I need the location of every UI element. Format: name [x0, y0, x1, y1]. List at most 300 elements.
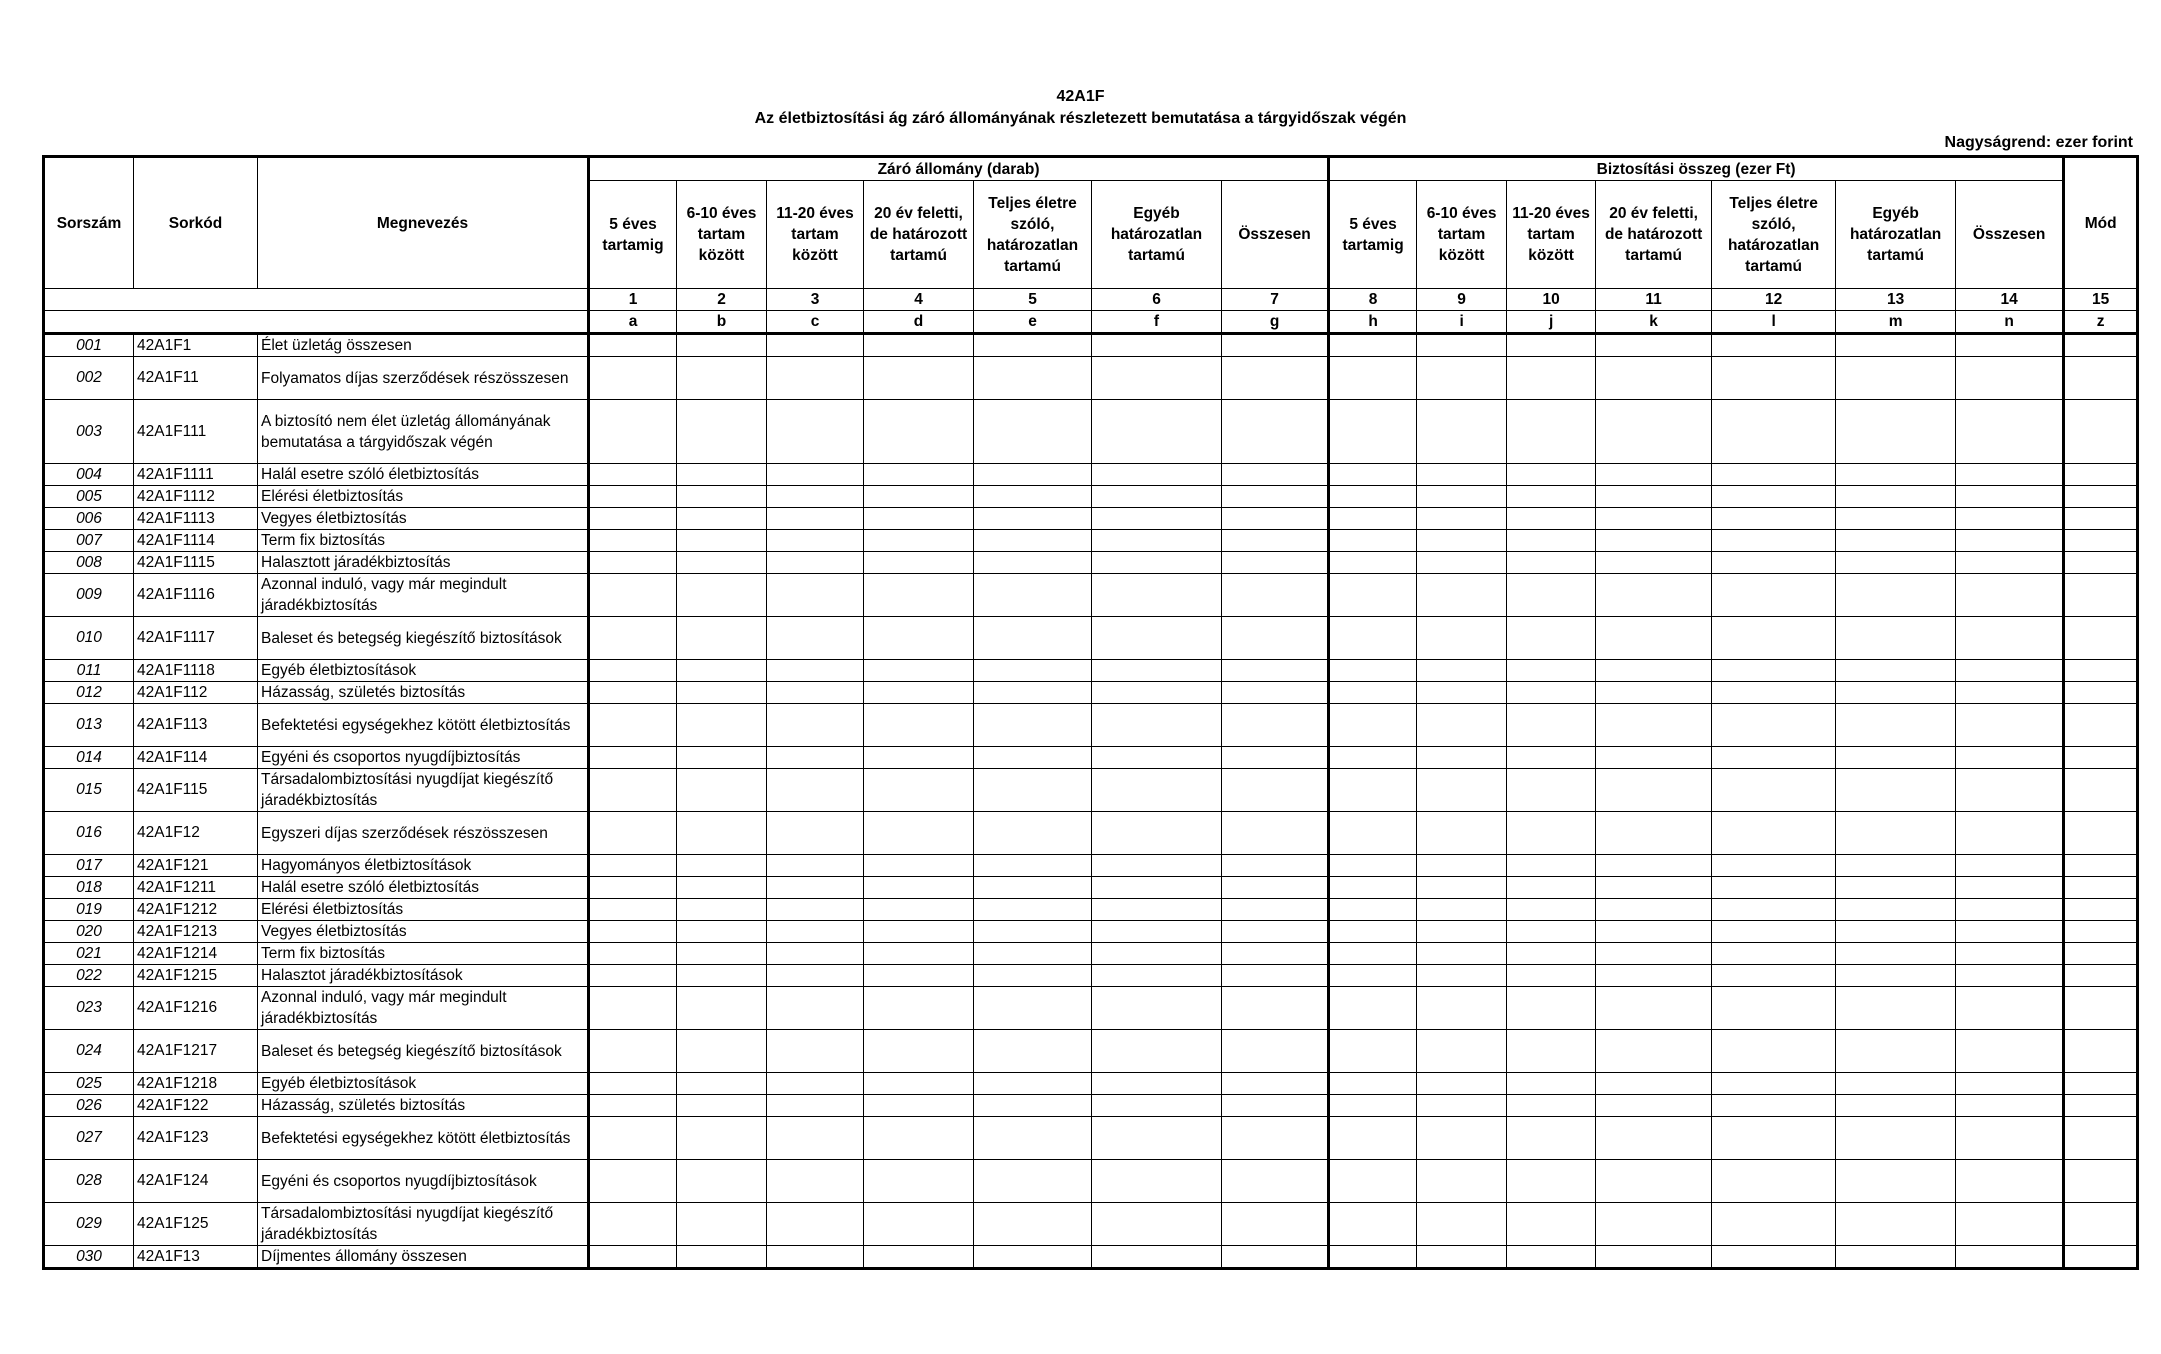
data-cell[interactable]: [1596, 1095, 1712, 1117]
data-cell[interactable]: [864, 464, 974, 486]
data-cell[interactable]: [864, 617, 974, 660]
data-cell[interactable]: [1836, 400, 1956, 464]
data-cell[interactable]: [677, 1095, 767, 1117]
data-cell[interactable]: [1222, 877, 1329, 899]
data-cell[interactable]: [677, 965, 767, 987]
data-cell[interactable]: [1956, 1160, 2064, 1203]
data-cell[interactable]: [1092, 943, 1222, 965]
data-cell[interactable]: [1836, 1117, 1956, 1160]
data-cell[interactable]: [1417, 617, 1507, 660]
data-cell[interactable]: [1329, 1117, 1417, 1160]
data-cell[interactable]: [1417, 921, 1507, 943]
data-cell[interactable]: [1596, 812, 1712, 855]
data-cell[interactable]: [1836, 1160, 1956, 1203]
data-cell[interactable]: [1329, 899, 1417, 921]
data-cell[interactable]: [767, 747, 864, 769]
data-cell[interactable]: [1507, 357, 1596, 400]
data-cell[interactable]: [767, 530, 864, 552]
data-cell[interactable]: [1712, 1095, 1836, 1117]
data-cell[interactable]: [1956, 921, 2064, 943]
data-cell[interactable]: [2064, 1030, 2138, 1073]
data-cell[interactable]: [1956, 357, 2064, 400]
data-cell[interactable]: [1836, 812, 1956, 855]
data-cell[interactable]: [1956, 1095, 2064, 1117]
data-cell[interactable]: [2064, 812, 2138, 855]
data-cell[interactable]: [1507, 1117, 1596, 1160]
data-cell[interactable]: [1329, 617, 1417, 660]
data-cell[interactable]: [1092, 812, 1222, 855]
data-cell[interactable]: [1956, 1073, 2064, 1095]
data-cell[interactable]: [1417, 812, 1507, 855]
data-cell[interactable]: [1596, 1030, 1712, 1073]
data-cell[interactable]: [767, 987, 864, 1030]
data-cell[interactable]: [864, 1095, 974, 1117]
data-cell[interactable]: [1712, 574, 1836, 617]
data-cell[interactable]: [1417, 400, 1507, 464]
data-cell[interactable]: [1507, 877, 1596, 899]
data-cell[interactable]: [1417, 877, 1507, 899]
data-cell[interactable]: [1329, 943, 1417, 965]
data-cell[interactable]: [1596, 617, 1712, 660]
data-cell[interactable]: [1417, 987, 1507, 1030]
data-cell[interactable]: [1836, 965, 1956, 987]
data-cell[interactable]: [1329, 334, 1417, 357]
data-cell[interactable]: [974, 1117, 1092, 1160]
data-cell[interactable]: [1956, 877, 2064, 899]
data-cell[interactable]: [2064, 357, 2138, 400]
data-cell[interactable]: [677, 704, 767, 747]
data-cell[interactable]: [589, 747, 677, 769]
data-cell[interactable]: [1956, 1246, 2064, 1269]
data-cell[interactable]: [767, 682, 864, 704]
data-cell[interactable]: [974, 530, 1092, 552]
data-cell[interactable]: [1507, 1073, 1596, 1095]
data-cell[interactable]: [1329, 660, 1417, 682]
data-cell[interactable]: [677, 1073, 767, 1095]
data-cell[interactable]: [864, 747, 974, 769]
data-cell[interactable]: [1596, 899, 1712, 921]
data-cell[interactable]: [1956, 769, 2064, 812]
data-cell[interactable]: [1956, 1117, 2064, 1160]
data-cell[interactable]: [864, 704, 974, 747]
data-cell[interactable]: [1596, 357, 1712, 400]
data-cell[interactable]: [1222, 1095, 1329, 1117]
data-cell[interactable]: [864, 552, 974, 574]
data-cell[interactable]: [1417, 508, 1507, 530]
data-cell[interactable]: [767, 704, 864, 747]
data-cell[interactable]: [974, 987, 1092, 1030]
data-cell[interactable]: [767, 1073, 864, 1095]
data-cell[interactable]: [677, 1160, 767, 1203]
data-cell[interactable]: [974, 682, 1092, 704]
data-cell[interactable]: [1222, 899, 1329, 921]
data-cell[interactable]: [2064, 1117, 2138, 1160]
data-cell[interactable]: [1507, 530, 1596, 552]
data-cell[interactable]: [1507, 552, 1596, 574]
data-cell[interactable]: [1222, 921, 1329, 943]
data-cell[interactable]: [2064, 1203, 2138, 1246]
data-cell[interactable]: [974, 965, 1092, 987]
data-cell[interactable]: [1712, 1030, 1836, 1073]
data-cell[interactable]: [1329, 574, 1417, 617]
data-cell[interactable]: [1329, 486, 1417, 508]
data-cell[interactable]: [1417, 552, 1507, 574]
data-cell[interactable]: [589, 1117, 677, 1160]
data-cell[interactable]: [1222, 574, 1329, 617]
data-cell[interactable]: [1092, 769, 1222, 812]
data-cell[interactable]: [589, 943, 677, 965]
data-cell[interactable]: [589, 1160, 677, 1203]
data-cell[interactable]: [1507, 464, 1596, 486]
data-cell[interactable]: [589, 704, 677, 747]
data-cell[interactable]: [864, 855, 974, 877]
data-cell[interactable]: [1712, 899, 1836, 921]
data-cell[interactable]: [589, 682, 677, 704]
data-cell[interactable]: [1092, 552, 1222, 574]
data-cell[interactable]: [677, 1030, 767, 1073]
data-cell[interactable]: [1836, 486, 1956, 508]
data-cell[interactable]: [1596, 660, 1712, 682]
data-cell[interactable]: [1836, 574, 1956, 617]
data-cell[interactable]: [1836, 357, 1956, 400]
data-cell[interactable]: [1092, 987, 1222, 1030]
data-cell[interactable]: [1956, 464, 2064, 486]
data-cell[interactable]: [974, 486, 1092, 508]
data-cell[interactable]: [2064, 987, 2138, 1030]
data-cell[interactable]: [1329, 552, 1417, 574]
data-cell[interactable]: [1956, 812, 2064, 855]
data-cell[interactable]: [1222, 486, 1329, 508]
data-cell[interactable]: [1596, 400, 1712, 464]
data-cell[interactable]: [1222, 508, 1329, 530]
data-cell[interactable]: [974, 747, 1092, 769]
data-cell[interactable]: [1956, 530, 2064, 552]
data-cell[interactable]: [1836, 855, 1956, 877]
data-cell[interactable]: [1507, 1095, 1596, 1117]
data-cell[interactable]: [1092, 464, 1222, 486]
data-cell[interactable]: [1417, 464, 1507, 486]
data-cell[interactable]: [1329, 1246, 1417, 1269]
data-cell[interactable]: [677, 660, 767, 682]
data-cell[interactable]: [1507, 682, 1596, 704]
data-cell[interactable]: [1222, 769, 1329, 812]
data-cell[interactable]: [1222, 334, 1329, 357]
data-cell[interactable]: [589, 812, 677, 855]
data-cell[interactable]: [1956, 943, 2064, 965]
data-cell[interactable]: [1417, 1030, 1507, 1073]
data-cell[interactable]: [864, 812, 974, 855]
data-cell[interactable]: [1507, 855, 1596, 877]
data-cell[interactable]: [589, 855, 677, 877]
data-cell[interactable]: [767, 357, 864, 400]
data-cell[interactable]: [2064, 334, 2138, 357]
data-cell[interactable]: [1092, 1095, 1222, 1117]
data-cell[interactable]: [974, 899, 1092, 921]
data-cell[interactable]: [974, 1246, 1092, 1269]
data-cell[interactable]: [677, 877, 767, 899]
data-cell[interactable]: [767, 1160, 864, 1203]
data-cell[interactable]: [1092, 400, 1222, 464]
data-cell[interactable]: [1092, 682, 1222, 704]
data-cell[interactable]: [1092, 747, 1222, 769]
data-cell[interactable]: [864, 508, 974, 530]
data-cell[interactable]: [767, 877, 864, 899]
data-cell[interactable]: [1507, 965, 1596, 987]
data-cell[interactable]: [1092, 617, 1222, 660]
data-cell[interactable]: [1596, 574, 1712, 617]
data-cell[interactable]: [677, 921, 767, 943]
data-cell[interactable]: [1712, 334, 1836, 357]
data-cell[interactable]: [1222, 682, 1329, 704]
data-cell[interactable]: [767, 943, 864, 965]
data-cell[interactable]: [2064, 747, 2138, 769]
data-cell[interactable]: [1712, 1203, 1836, 1246]
data-cell[interactable]: [1836, 1095, 1956, 1117]
data-cell[interactable]: [1222, 400, 1329, 464]
data-cell[interactable]: [2064, 943, 2138, 965]
data-cell[interactable]: [1836, 660, 1956, 682]
data-cell[interactable]: [589, 464, 677, 486]
data-cell[interactable]: [1836, 1030, 1956, 1073]
data-cell[interactable]: [864, 682, 974, 704]
data-cell[interactable]: [1596, 464, 1712, 486]
data-cell[interactable]: [2064, 877, 2138, 899]
data-cell[interactable]: [1092, 486, 1222, 508]
data-cell[interactable]: [974, 552, 1092, 574]
data-cell[interactable]: [1417, 1117, 1507, 1160]
data-cell[interactable]: [1507, 812, 1596, 855]
data-cell[interactable]: [1329, 769, 1417, 812]
data-cell[interactable]: [1956, 660, 2064, 682]
data-cell[interactable]: [677, 812, 767, 855]
data-cell[interactable]: [677, 1246, 767, 1269]
data-cell[interactable]: [677, 508, 767, 530]
data-cell[interactable]: [1507, 704, 1596, 747]
data-cell[interactable]: [864, 574, 974, 617]
data-cell[interactable]: [1956, 486, 2064, 508]
data-cell[interactable]: [1596, 682, 1712, 704]
data-cell[interactable]: [677, 552, 767, 574]
data-cell[interactable]: [864, 1030, 974, 1073]
data-cell[interactable]: [974, 1030, 1092, 1073]
data-cell[interactable]: [1596, 486, 1712, 508]
data-cell[interactable]: [1956, 704, 2064, 747]
data-cell[interactable]: [1956, 334, 2064, 357]
data-cell[interactable]: [677, 1117, 767, 1160]
data-cell[interactable]: [864, 334, 974, 357]
data-cell[interactable]: [1507, 660, 1596, 682]
data-cell[interactable]: [1836, 552, 1956, 574]
data-cell[interactable]: [1836, 617, 1956, 660]
data-cell[interactable]: [589, 617, 677, 660]
data-cell[interactable]: [2064, 508, 2138, 530]
data-cell[interactable]: [1092, 877, 1222, 899]
data-cell[interactable]: [1596, 1117, 1712, 1160]
data-cell[interactable]: [1712, 660, 1836, 682]
data-cell[interactable]: [864, 660, 974, 682]
data-cell[interactable]: [1092, 965, 1222, 987]
data-cell[interactable]: [1417, 855, 1507, 877]
data-cell[interactable]: [974, 334, 1092, 357]
data-cell[interactable]: [1222, 617, 1329, 660]
data-cell[interactable]: [589, 1030, 677, 1073]
data-cell[interactable]: [1596, 769, 1712, 812]
data-cell[interactable]: [1596, 943, 1712, 965]
data-cell[interactable]: [1956, 574, 2064, 617]
data-cell[interactable]: [1507, 1160, 1596, 1203]
data-cell[interactable]: [974, 877, 1092, 899]
data-cell[interactable]: [1417, 357, 1507, 400]
data-cell[interactable]: [1092, 1203, 1222, 1246]
data-cell[interactable]: [1596, 877, 1712, 899]
data-cell[interactable]: [1329, 921, 1417, 943]
data-cell[interactable]: [1596, 1160, 1712, 1203]
data-cell[interactable]: [1712, 704, 1836, 747]
data-cell[interactable]: [974, 574, 1092, 617]
data-cell[interactable]: [2064, 1160, 2138, 1203]
data-cell[interactable]: [1712, 747, 1836, 769]
data-cell[interactable]: [767, 486, 864, 508]
data-cell[interactable]: [767, 921, 864, 943]
data-cell[interactable]: [1092, 574, 1222, 617]
data-cell[interactable]: [974, 1095, 1092, 1117]
data-cell[interactable]: [1222, 530, 1329, 552]
data-cell[interactable]: [864, 486, 974, 508]
data-cell[interactable]: [1836, 987, 1956, 1030]
data-cell[interactable]: [2064, 486, 2138, 508]
data-cell[interactable]: [677, 899, 767, 921]
data-cell[interactable]: [767, 508, 864, 530]
data-cell[interactable]: [1222, 660, 1329, 682]
data-cell[interactable]: [1329, 1160, 1417, 1203]
data-cell[interactable]: [677, 464, 767, 486]
data-cell[interactable]: [1222, 965, 1329, 987]
data-cell[interactable]: [1329, 965, 1417, 987]
data-cell[interactable]: [1417, 1246, 1507, 1269]
data-cell[interactable]: [974, 855, 1092, 877]
data-cell[interactable]: [1836, 921, 1956, 943]
data-cell[interactable]: [1507, 1203, 1596, 1246]
data-cell[interactable]: [1222, 464, 1329, 486]
data-cell[interactable]: [1222, 1030, 1329, 1073]
data-cell[interactable]: [1507, 1030, 1596, 1073]
data-cell[interactable]: [767, 812, 864, 855]
data-cell[interactable]: [1956, 552, 2064, 574]
data-cell[interactable]: [677, 530, 767, 552]
data-cell[interactable]: [2064, 899, 2138, 921]
data-cell[interactable]: [1507, 334, 1596, 357]
data-cell[interactable]: [589, 877, 677, 899]
data-cell[interactable]: [1417, 682, 1507, 704]
data-cell[interactable]: [1417, 704, 1507, 747]
data-cell[interactable]: [1092, 1073, 1222, 1095]
data-cell[interactable]: [589, 400, 677, 464]
data-cell[interactable]: [1956, 855, 2064, 877]
data-cell[interactable]: [1507, 747, 1596, 769]
data-cell[interactable]: [1836, 508, 1956, 530]
data-cell[interactable]: [1836, 1073, 1956, 1095]
data-cell[interactable]: [2064, 400, 2138, 464]
data-cell[interactable]: [767, 464, 864, 486]
data-cell[interactable]: [1329, 812, 1417, 855]
data-cell[interactable]: [974, 508, 1092, 530]
data-cell[interactable]: [767, 660, 864, 682]
data-cell[interactable]: [864, 943, 974, 965]
data-cell[interactable]: [1956, 1030, 2064, 1073]
data-cell[interactable]: [974, 1203, 1092, 1246]
data-cell[interactable]: [1092, 704, 1222, 747]
data-cell[interactable]: [2064, 552, 2138, 574]
data-cell[interactable]: [1596, 1203, 1712, 1246]
data-cell[interactable]: [864, 1117, 974, 1160]
data-cell[interactable]: [974, 1160, 1092, 1203]
data-cell[interactable]: [864, 899, 974, 921]
data-cell[interactable]: [677, 1203, 767, 1246]
data-cell[interactable]: [589, 574, 677, 617]
data-cell[interactable]: [589, 660, 677, 682]
data-cell[interactable]: [2064, 921, 2138, 943]
data-cell[interactable]: [1836, 704, 1956, 747]
data-cell[interactable]: [1329, 704, 1417, 747]
data-cell[interactable]: [1712, 965, 1836, 987]
data-cell[interactable]: [1222, 1117, 1329, 1160]
data-cell[interactable]: [1329, 1203, 1417, 1246]
data-cell[interactable]: [1417, 530, 1507, 552]
data-cell[interactable]: [1836, 682, 1956, 704]
data-cell[interactable]: [1596, 1246, 1712, 1269]
data-cell[interactable]: [677, 682, 767, 704]
data-cell[interactable]: [677, 855, 767, 877]
data-cell[interactable]: [1329, 400, 1417, 464]
data-cell[interactable]: [864, 965, 974, 987]
data-cell[interactable]: [1507, 899, 1596, 921]
data-cell[interactable]: [864, 921, 974, 943]
data-cell[interactable]: [677, 617, 767, 660]
data-cell[interactable]: [1956, 747, 2064, 769]
data-cell[interactable]: [1712, 552, 1836, 574]
data-cell[interactable]: [1712, 357, 1836, 400]
data-cell[interactable]: [864, 1246, 974, 1269]
data-cell[interactable]: [1596, 530, 1712, 552]
data-cell[interactable]: [589, 1095, 677, 1117]
data-cell[interactable]: [767, 965, 864, 987]
data-cell[interactable]: [1329, 1030, 1417, 1073]
data-cell[interactable]: [1836, 1203, 1956, 1246]
data-cell[interactable]: [1222, 943, 1329, 965]
data-cell[interactable]: [1092, 1117, 1222, 1160]
data-cell[interactable]: [1417, 1160, 1507, 1203]
data-cell[interactable]: [1836, 334, 1956, 357]
data-cell[interactable]: [1417, 965, 1507, 987]
data-cell[interactable]: [767, 1030, 864, 1073]
data-cell[interactable]: [864, 357, 974, 400]
data-cell[interactable]: [1092, 334, 1222, 357]
data-cell[interactable]: [2064, 682, 2138, 704]
data-cell[interactable]: [1712, 400, 1836, 464]
data-cell[interactable]: [1712, 486, 1836, 508]
data-cell[interactable]: [1329, 877, 1417, 899]
data-cell[interactable]: [1092, 660, 1222, 682]
data-cell[interactable]: [767, 1095, 864, 1117]
data-cell[interactable]: [1329, 464, 1417, 486]
data-cell[interactable]: [2064, 617, 2138, 660]
data-cell[interactable]: [974, 812, 1092, 855]
data-cell[interactable]: [974, 357, 1092, 400]
data-cell[interactable]: [974, 400, 1092, 464]
data-cell[interactable]: [1956, 899, 2064, 921]
data-cell[interactable]: [767, 769, 864, 812]
data-cell[interactable]: [1836, 530, 1956, 552]
